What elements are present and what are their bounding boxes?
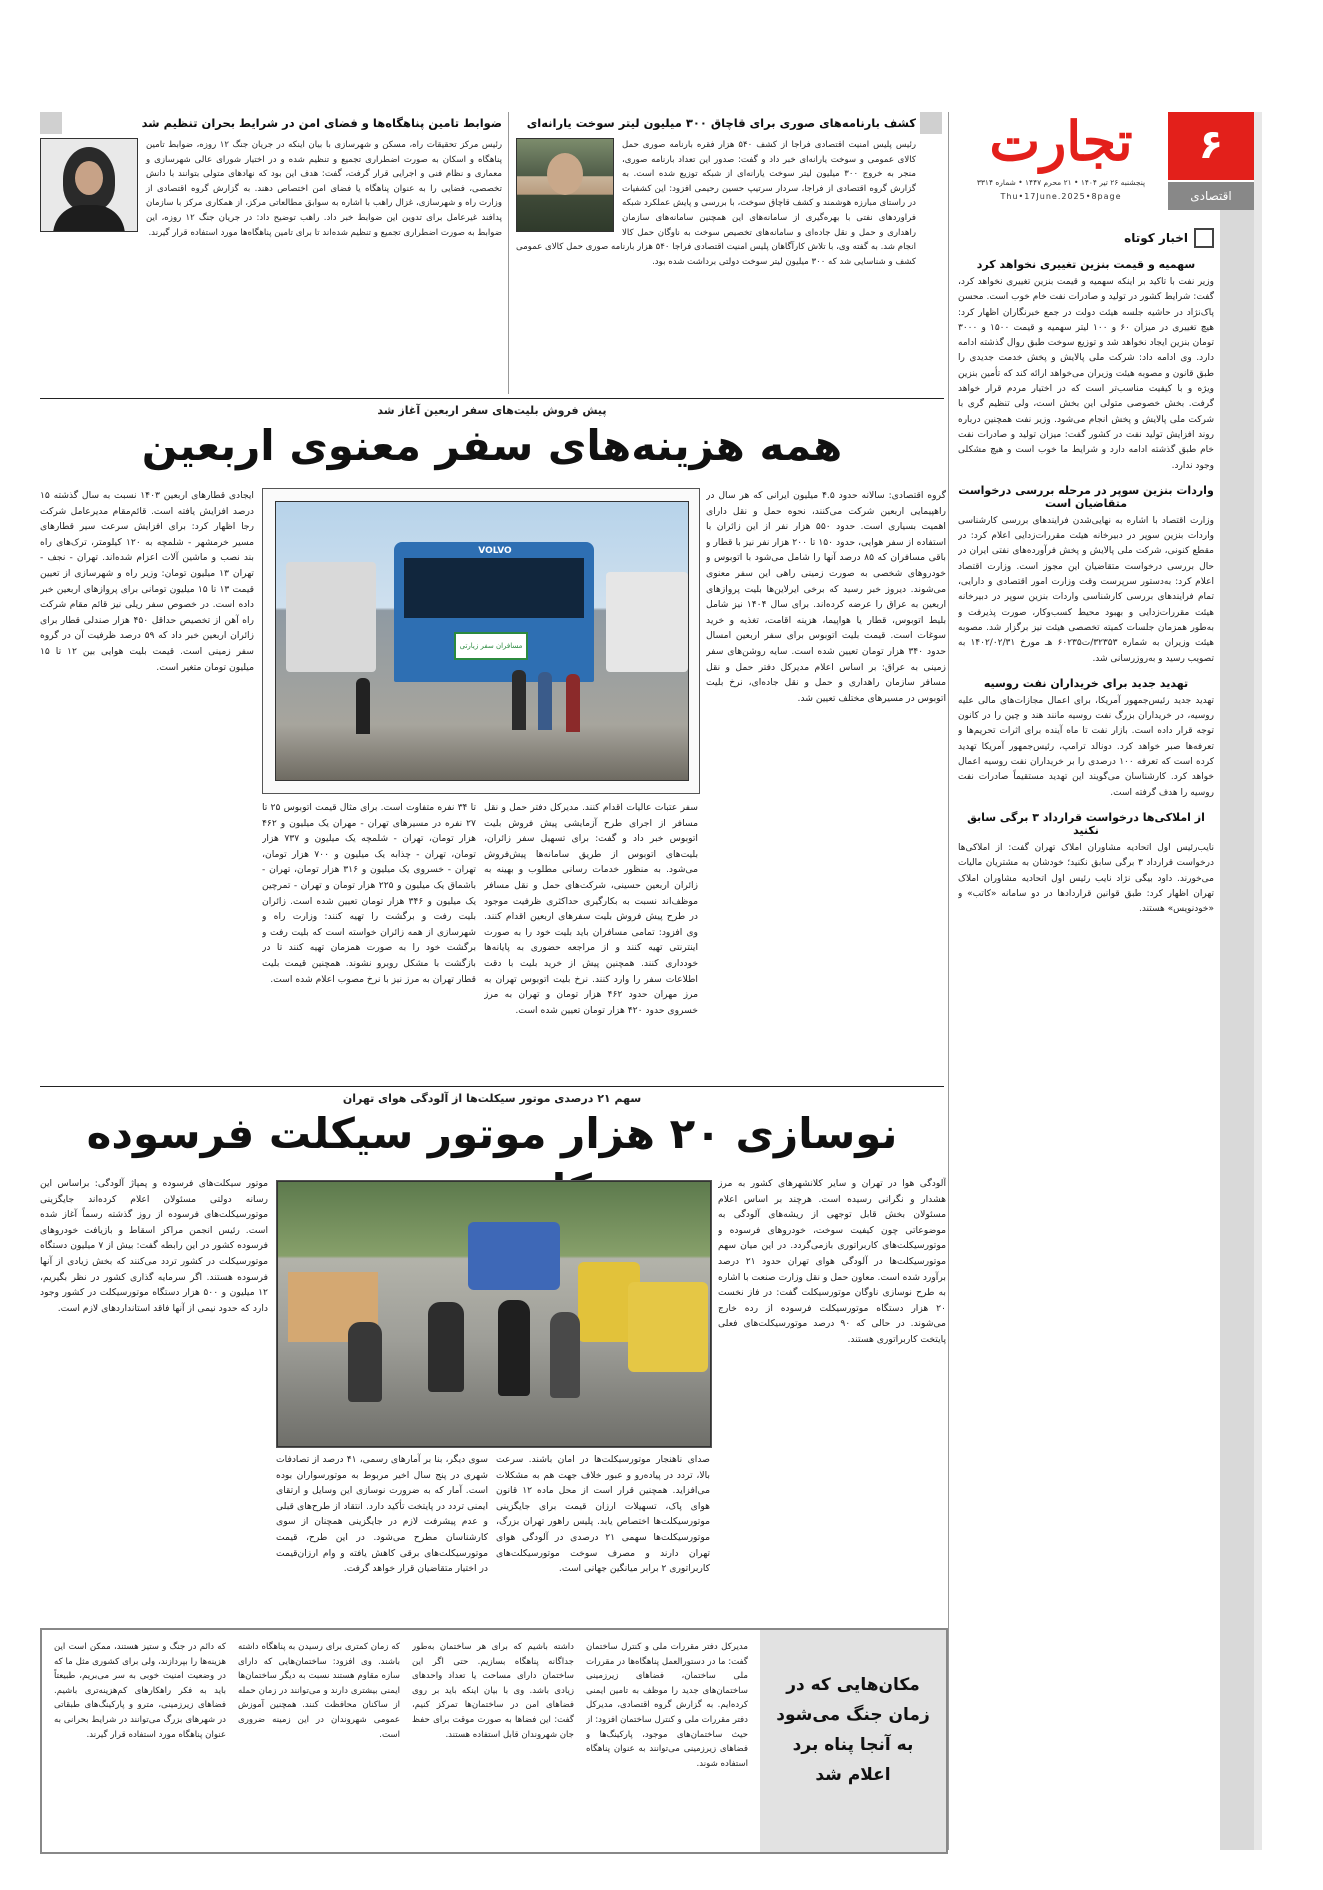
bus-brand-label: VOLVO xyxy=(478,546,512,556)
bottom-box-title-panel xyxy=(760,1630,946,1852)
police-chief-photo xyxy=(516,138,614,232)
bus-banner: مسافران سفر زیارتی xyxy=(454,632,528,660)
box-column: مدیرکل دفتر مقررات ملی و کنترل ساختمان گفت: ما در دستورالعمل پناهگاه‌ها در مقررات ملی ساختمان، فضاهای زیرزمینی ساختمان‌های جدید را موظف به تامین ایمنی کرده‌ایم. به گزارش گروه اقتصادی، مدیرکل دفتر مقررات ملی و کنترل ساختمان افزود: از حیث ساختمان‌های موجود، پارکینگ‌ها و فضاهای زیرزمینی می‌توانند به عنوان پناهگاه استفاده شوند. xyxy=(586,1642,748,1769)
bottom-box xyxy=(40,1628,948,1854)
story-headline: نوسازی ۲۰ هزار موتور سیکلت فرسوده xyxy=(86,1109,898,1158)
article-paragraph: ایجادی قطارهای اربعین ۱۴۰۳ نسبت به سال گذشته ۱۵ درصد افزایش یافته است. قائم‌مقام مدیرعامل شرکت رجا اظهار کرد: برای افزایش سرعت سیر قطارهای مسیر خرمشهر - شلمچه به ۱۲۰ کیلومتر، ترک‌های راه بند نصب و ماشین آلات اعزام شده‌اند. تهران - نجف - تهران ۱۳ میلیون تومان: وزیر راه و شهرسازی از تعیین قیمت ۱۳ تا ۱۵ میلیون تومانی برای پروازهای اربعین خبر داده است. در خصوص سفر ریلی نیز قائم مقام شرکت راه آهن از تخصیص حداقل ۴۵۰ هزار صندلی قطار برای زائران اربعین خبر داد که ۵۹ درصد ظرفیت آن در گروه سفر زمینی است. قیمت بلیت هوایی بین ۱۲ تا ۱۵ میلیون تومان متغیر است. xyxy=(40,490,254,673)
short-news-heading: واردات بنزین سوپر در مرحله بررسی درخواست متقاضیان است xyxy=(958,483,1214,510)
motorcycle-photo-frame xyxy=(276,1180,712,1448)
top-story-title: کشف بارنامه‌های صوری برای قاچاق ۳۰۰ میلیون لیتر سوخت یارانه‌ای xyxy=(526,116,916,130)
top-story-body: رئیس پلیس امنیت اقتصادی فراجا از کشف ۵۴۰ هزار فقره بارنامه صوری حمل کالای عمومی و سوخت یارانه‌ای خبر داد و گفت: صدور این تعداد بارنامه صوری، منجر به خروج ۳۰۰ میلیون لیتر سوخت یارانه‌ای از شبکه توزیع شده است. به گزارش گروه اقتصادی از فراجا، سردار سرتیپ حسین رحیمی افزود: این کشفیات در راستای مبارزه هوشمند و کشف قاچاق سوخت، با بررسی و پایش عملکرد شبکه فراوردهای نفتی با بهره‌گیری از سامانه‌های این همچنین سامانه‌های سازمان راهداری و حمل و نقل جاده‌ای و سامانه‌های تخصیص سوخت به ناوگان حمل کالا انجام شد. به گفته وی، با تلاش کارآگاهان پلیس امنیت اقتصادی فراجا ۵۴۰ هزار بارنامه صوری حمل کالای عمومی کشف و شناسایی شد که ۳۰۰ میلیون لیتر سوخت دولتی برداشت شده بود. xyxy=(516,140,917,267)
article-column xyxy=(40,488,254,1078)
top-story-left xyxy=(40,116,502,394)
newspaper-logo: تجارت xyxy=(989,109,1133,173)
motorcycle-photo xyxy=(277,1181,711,1447)
top-story-right xyxy=(516,116,916,394)
article-paragraph: تا ۳۴ نفره متفاوت است. برای مثال قیمت اتوبوس ۲۵ تا ۲۷ نفره در مسیرهای تهران - مهران یک میلیون و ۴۶۲ هزار تومان، تهران - شلمچه یک میلیون و ۷۳۷ هزار تومان، تهران - چذابه یک میلیون و ۷۰۰ هزار تومان، تهران - خسروی یک میلیون و ۳۱۶ هزار تومان، تهران - باشماق یک میلیون و ۲۲۵ هزار تومان و تهران - تمرچین یک میلیون و ۳۴۶ هزار تومان تعیین شده است. زائران بلیت رفت و برگشت را تهیه کنند: وزارت راه و شهرسازی از همه زائران خواسته است که بلیت رفت و برگشت خود را به صورت همزمان تهیه کنند تا در بازگشت با مشکل روبرو نشوند. همچنین قیمت بلیت قطار تهران به مرز نیز با نرخ مصوب اعلام شده است. xyxy=(262,802,476,985)
article-column xyxy=(40,1176,268,1620)
short-news-body: وزارت اقتصاد با اشاره به نهایی‌شدن فرایندهای بررسی کارشناسی واردات بنزین سوپر در دبیرخانه هیئت مقررات‌زدایی اعلام کرد: در مقطع کنونی، شرکت ملی پالایش و پخش فرآورده‌های نفتی ایران در حال بررسی درخواست متقاضیان این مجوز است. وزارت اقتصاد اعلام کرد: به‌دستور سرپرست وقت وزارت امور اقتصادی و دارایی، تمام فرایندهای بررسی کارشناسی واردات بنزین سوپر در دبیرخانه هیئت مقررات‌زدایی و بهبود محیط کسب‌وکار، صورت پذیرفت و به‌طور همزمان جلسات کمیته تخصصی هیئت نیز برگزار شد. مصوبه هیئت وزیران به شماره ۳۲۳۵۳/ت۶۰۲۳۵ هـ مورخ ۱۴۰۲/۰۲/۳۱ به تصویب رسید و به‌روزرسانی شد. xyxy=(958,515,1214,664)
page-number: ۶ xyxy=(1168,112,1254,180)
sidebar-gray-strip xyxy=(1220,210,1254,1850)
bottom-box-title: مکان‌هایی که در زمان جنگ می‌شود به آنجا پناه برد اعلام شد xyxy=(776,1675,930,1785)
short-news-body: تهدید جدید رئیس‌جمهور آمریکا، برای اعمال مجازات‌های مالی علیه روسیه، در خریداران بزرگ نفت روسیه مانند هند و چین را در کانون توجه قرار داده است. بازار نفت تا ماه آینده برای اثرات تحریم‌ها و تعرفه‌ها صبر خواهد کرد. دونالد ترامپ، رئیس‌جمهور آمریکا تهدید کرده است که تعرفه ۱۰۰ درصدی را بر خریداران نفت روسیه اعمال خواهد کرد. کارشناسان می‌گویند این تهدید مستقیماً صادرات نفت روسیه را هدف گرفته است. xyxy=(958,695,1214,798)
box-column: که زمان کمتری برای رسیدن به پناهگاه داشته باشند. وی افزود: ساختمان‌هایی که دارای سازه مقاوم هستند نسبت به دیگر ساختمان‌ها ایمنی بیشتری دارند و می‌توانند در زمان حمله از ساکنان محافظت کنند. همچنین آموزش عمومی شهروندان در این زمینه ضروری است. xyxy=(238,1642,400,1740)
article-paragraph: صدای ناهنجار موتورسیکلت‌ها در امان باشند. سرعت بالا، تردد در پیاده‌رو و عبور خلاف جهت هم به مشکلات می‌افزاید. همچنین قرار است از محل ماده ۱۲ قانون هوای پاک، تسهیلات ارزان قیمت برای جایگزینی موتورسیکلت‌ها اختصاص یابد. پلیس راهور تهران بزرگ، موتورسیکلت‌ها سهمی ۲۱ درصدی در آلودگی هوای تهران دارند و مصرف سوخت موتورسیکلت‌های کاربراتوری ۲ برابر میانگین جهانی است. xyxy=(496,1454,710,1575)
short-news-heading: سهمیه و قیمت بنزین تغییری نخواهد کرد xyxy=(976,258,1196,271)
top-story-title: ضوابط تامین پناهگاه‌ها و فضای امن در شرایط بحران تنظیم شد xyxy=(141,116,502,130)
page-right-strip xyxy=(1254,112,1262,1850)
article-column xyxy=(706,488,946,1078)
section-rule xyxy=(40,398,944,399)
story-kicker: سهم ۲۱ درصدی موتور سیکلت‌ها از آلودگی هوای تهران xyxy=(342,1092,642,1105)
issue-date-en: Thu•17June.2025•8page xyxy=(1000,192,1122,201)
top-gray-corner xyxy=(920,112,942,134)
article-column xyxy=(496,1452,710,1620)
short-news-body: نایب‌رئیس اول اتحادیه مشاوران املاک تهران گفت: از املاکی‌ها درخواست قرارداد ۳ برگی سابق نکنید؛ خودشان به مشتریان مالیات می‌خورند. داود بیگی نژاد نایب رئیس اول اتحادیه مشاوران املاک تهران اظهار کرد: طبق قوانین قراردادها در دو سامانه «کاتب» و «خودنویس» هستند. xyxy=(958,842,1214,915)
top-story-body: رئیس مرکز تحقیقات راه، مسکن و شهرسازی با بیان اینکه در جریان جنگ ۱۲ روزه، ضوابط تامین پناهگاه و اسکان به صورت اضطراری تجمیع و تنظیم شده و در اختیار شورای عالی شهرسازی و معماری و نظام فنی و اجرایی قرار گرفت، گفت: هدف این بود که نهادهای متولی بتوانند با دانش تخصصی، فضایی را به عنوان پناهگاه یا فضای امن اختصاص دهند. به گزارش گروه اقتصادی از وزارت راه و شهرسازی، غزال راهب با اشاره به سوابق مطالعاتی مرکز، از همکاری مرکز با سازمان پدافند غیرعامل برای تدوین این ضوابط خبر داد. راهب توضیح داد: در جریان جنگ ۱۲ روزه، این ضوابط به صورت اضطراری تجمیع و تنظیم شده‌اند تا برای تامین پناهگاه‌ها مورد استفاده قرار گیرند. xyxy=(146,140,503,238)
article-paragraph: موتور سیکلت‌های فرسوده و پمپاژ آلودگی: براساس این رسانه دولتی مسئولان اعلام کرده‌اند جایگزینی موتورسیکلت‌های فرسوده از روز گذشته رسماً آغاز شده است. رئیس انجمن مراکز اسقاط و بازیافت خودروهای فرسوده کشور در این رابطه گفت: بیش از ۷ میلیون دستگاه موتورسیکلت در کشور تردد می‌کنند که بخش زیادی از آنها فرسوده هستند. اگر سرمایه گذاری کشور در نظر بگیریم، ۱۲ میلیون و ۵۰۰ هزار دستگاه موتورسیکلت در کشور وجود دارد که حدود نیمی از آنها فاقد استانداردهای لازم است. xyxy=(40,1178,268,1314)
researcher-photo xyxy=(40,138,138,232)
short-news-heading: از املاکی‌ها درخواست قرارداد ۳ برگی سابق نکنید xyxy=(967,810,1205,837)
section-rule xyxy=(40,1086,944,1087)
article-paragraph: گروه اقتصادی: سالانه حدود ۴.۵ میلیون ایرانی که هر سال در راهپیمایی اربعین شرکت می‌کنند، نحوه حمل و نقل دارای اهمیت بسیاری است. حدود ۵۵۰ هزار نفر از این زائران با استفاده از سفر هوایی، حدود ۱۵۰ تا ۲۰۰ هزار نفر نیز با قطار و باقی مسافران که ۸۵ درصد آنها را شامل می‌شود با اتوبوس و خودروهای شخصی به صورت زمینی راهی این سفر معنوی می‌شوند. دیروز خبر رسید که برخی ایرلاین‌ها بلیت پروازهای اربعین به عراق را عرضه کرده‌اند. برای سال ۱۴۰۴ نیز شامل بلیط اتوبوس، قطار یا هواپیما، هزینه اقامت، تغذیه و خرید سوغات است. قیمت بلیت اتوبوس برای سفر اربعین امسال حدود ۳۴۰ هزار تومان تعیین شده است. سایه روشن‌های سفر زمینی به عراق: بر اساس اعلام مدیرکل دفتر حمل و نقل مسافر سازمان راهداری و حمل و نقل جاده‌ای، نرخ بلیت اتوبوس در مسیرهای مختلف تعیین شد. xyxy=(706,490,946,704)
bus-photo-frame xyxy=(262,488,700,794)
article-paragraph: آلودگی هوا در تهران و سایر کلانشهرهای کشور به مرز هشدار و نگرانی رسیده است. هرچند بر اساس اعلام مسئولان بخش قابل توجهی از ریشه‌های آلودگی به موضوعاتی چون کیفیت سوخت، خودروهای فرسوده و موتورسیکلت‌های کاربراتوری بازمی‌گردد. در این میان سهم موتورسیکلت‌ها در آلودگی هوای تهران حدود ۲۱ درصد برآورد شده است. معاون حمل و نقل وزارت صنعت با اشاره به طرح نوسازی ناوگان موتورسیکلت گفت: در فاز نخست ۲۰ هزار دستگاه موتورسیکلت فرسوده از رده خارج می‌شوند. در حالی که ۹۰ درصد موتورسیکلت‌های فعلی پایتخت کاربراتوری هستند. xyxy=(718,1178,946,1345)
short-news-body: وزیر نفت با تاکید بر اینکه سهمیه و قیمت بنزین تغییری نخواهد کرد، گفت: شرایط کشور در تولید و صادرات نفت خام خوب است. محسن پاک‌نژاد در حاشیه جلسه هیئت دولت در جمع خبرنگاران اظهار کرد: هیچ تغییری در میزان ۶۰ و ۱۰۰ لیتر سهمیه و قیمت ۱۵۰۰ و ۳۰۰۰ تومان بنزین ایجاد نخواهد شد و توزیع سوخت طبق روال گذشته ادامه دارد. وی ادامه داد: شرکت ملی پالایش و پخش خدمت جدیدی را طبق قانون و مصوبه هیئت وزیران می‌خواهد ارائه کند که تأمین بنزین ویژه و با کیفیت مناسب‌تر است که در اختیار مردم قرار خواهد گرفت. بخش خصوصی متولی این بخش است، ولی تنظیم گری با شرکت ملی پالایش و پخش انجام می‌شود. وزیر نفت همچنین درباره روند افزایش تولید نفت در کشور گفت: میزان تولید و صادرات نفت خام طبق گذشته ادامه دارد و شرایط ما خوب است و هیچ مشکلی وجود ندارد. xyxy=(958,277,1214,471)
short-news-item xyxy=(958,484,1214,667)
story-headline: همه هزینه‌های سفر معنوی اربعین xyxy=(141,421,843,470)
short-news-item xyxy=(958,258,1214,474)
short-news-heading: تهدید جدید برای خریداران نفت روسیه xyxy=(983,676,1189,690)
masthead xyxy=(956,109,1254,212)
box-column: که دائم در جنگ و ستیز هستند، ممکن است این هزینه‌ها را بپردازند، ولی برای کشوری مثل ما که در وضعیت امنیت خوبی به سر می‌بریم، طبیعتاً باید به فکر راهکارهای کم‌هزینه‌تری باشیم. فضاهای زیرزمینی، مترو و پارکینگ‌های طبقاتی در شهرهای بزرگ می‌توانند در شرایط بحرانی به عنوان پناهگاه مورد استفاده قرار گیرند. xyxy=(54,1642,226,1740)
sidebar-divider xyxy=(948,112,949,1850)
square-bullet-icon xyxy=(1194,228,1214,248)
article-column xyxy=(718,1176,946,1620)
article-column xyxy=(276,1452,488,1620)
sidebar-title: اخبار کوتاه xyxy=(1124,231,1188,245)
article-column xyxy=(262,800,476,1078)
short-news-item xyxy=(958,811,1214,917)
article-column xyxy=(484,800,698,1078)
article-paragraph: سوی دیگر، بنا بر آمارهای رسمی، ۴۱ درصد از تصادفات شهری در پنج سال اخیر مربوط به موتورسواران بوده است. آمار که به ضرورت نوسازی این وسایل و ارتقای ایمنی تردد در پایتخت تأکید دارد. انتقاد از طرح‌های قبلی و عدم پیشرفت لازم در جایگزینی همچنان از سوی کارشناسان مطرح می‌شود. در این طرح، قیمت موتورسیکلت‌های برقی کاهش یافته و وام ارزان‌قیمت در اختیار متقاضیان قرار خواهد گرفت. xyxy=(276,1454,488,1575)
short-news-sidebar xyxy=(958,228,1214,1848)
story-kicker: پیش فروش بلیت‌های سفر اربعین آغاز شد xyxy=(377,404,607,417)
top-divider xyxy=(508,112,509,394)
issue-date: پنجشنبه ۲۶ تیر ۱۴۰۴ • ۲۱ محرم ۱۴۴۷ • شماره ۳۳۱۴ xyxy=(976,178,1146,187)
article-paragraph: سفر عتبات عالیات اقدام کنند. مدیرکل دفتر حمل و نقل مسافر از اجرای طرح آزمایشی پیش فروش بلیت اتوبوس خبر داد و گفت: برای تسهیل سفر زائران، بلیت‌های اتوبوس از طریق سامانه‌ها پیش‌فروش می‌شود. به منظور خدمات رسانی مطلوب و بهینه به زائران اربعین حسینی، شرکت‌های حمل و نقل مسافر موظف‌اند نسبت به بکارگیری حداکثری ظرفیت موجود در طرح پیش فروش بلیت سفرهای اربعین اقدام کنند. وی افزود: تمامی مسافران باید بلیت خود را به صورت اینترنتی تهیه کنند و از مراجعه حضوری به پایانه‌ها خودداری کنند. همچنین پیش از خرید بلیت با دقت اطلاعات سفر را وارد کنند. نرخ بلیت اتوبوس تهران به مرز مهران حدود ۴۶۲ هزار تومان و تهران به مرز خسروی حدود ۴۲۰ هزار تومان تعیین شده است. xyxy=(484,802,698,1016)
box-column: داشته باشیم که برای هر ساختمان به‌طور جداگانه پناهگاه بسازیم. حتی اگر این ساختمان دارای مساحت یا تعداد واحدهای زیادی باشد. وی با بیان اینکه باید بر روی فضاهای امن در ساختمان‌ها تمرکز کنیم، گفت: این فضاها به صورت موقت برای حفظ جان شهروندان قابل استفاده هستند. xyxy=(412,1642,574,1740)
section-tab: اقتصادی xyxy=(1168,182,1254,210)
bus-photo xyxy=(275,501,689,781)
short-news-item xyxy=(958,677,1214,801)
